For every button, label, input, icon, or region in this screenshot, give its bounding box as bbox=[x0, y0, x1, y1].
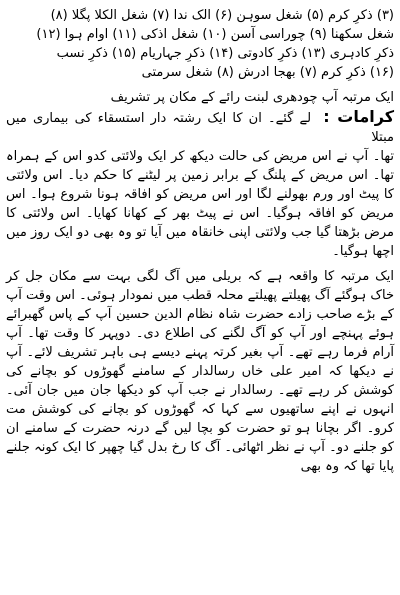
section-heading: کرامات : bbox=[323, 107, 395, 126]
list-line: ذکرِ کادہری (۱۳) ذکرِ کادوتی (۱۴) ذکرِ جہاریام (۱۵) ذکرِ نسب bbox=[56, 46, 394, 61]
list-line: شغل سکھنا (۹) چوراسی آسن (۱۰) شغل اذکی (۱۱) اوام ہوا (۱۲) bbox=[36, 27, 394, 42]
list-line: (۳) ذکرِ کرم (۵) شغل سوہن (۶) الک ندا (۷) شغل الکلا پگلا (۸) bbox=[50, 8, 394, 23]
paragraph-1: تھا۔ آپ نے اس مریض کی حالت دیکھ کر ایک ولائتی کدو اس کے ہمراہ تھا۔ اس مریض کے پلنگ کے برابر زمین پر لیٹنے کا حکم دیا۔ اس ولائتی کا پیٹ اور ورم بھولنے لگا اور اس مریض کو افاقہ ہونا شروع ہوا۔ اس مریض کو افاقہ ہوگیا۔ اس نے پیٹ بھر کے کھانا کھایا۔ اس ولائتی کا مرض بڑھتا گیا جب ولائتی اپنی خانقاہ میں آیا تو وہ بھی دو ایک روز میں اچھا ہوگیا۔ bbox=[6, 149, 394, 259]
practice-list bbox=[6, 6, 394, 82]
heading-line bbox=[6, 107, 394, 147]
intro-line: ایک مرتبہ آپ چودھری لبنت رائے کے مکان پر تشریف bbox=[110, 90, 394, 105]
karamat-section bbox=[6, 88, 394, 261]
list-line: (۱۶) ذکرِ کرم (۷) بھجا ادرش (۸) شغل سرمتی bbox=[141, 65, 394, 80]
fire-incident-section bbox=[6, 267, 394, 476]
heading-continuation: لے گئے۔ ان کا ایک رشتہ دار استسقاء کی بیماری میں مبتلا bbox=[6, 111, 394, 145]
paragraph-2: ایک مرتبہ کا واقعہ ہے کہ بریلی میں آگ لگی بہت سے مکان جل کر خاک ہوگئے آگ پھیلتے پھیلتے محلہ قطب میں نمودار ہوئی۔ اس وقت آپ کے بڑے صاحب زادے حضرت شاہ نظام الدین حسین آپ کے پاس گھبرائے ہوئے پہنچے اور آپ کو آگ لگنے کی اطلاع دی۔ دوپہر کا وقت تھا۔ آپ آرام فرما رہے تھے۔ آپ بغیر کرتہ پہنے دیسے ہی باہر تشریف لائے۔ آپ نے دیکھا کہ امیر علی خاں رسالدار کے سامنے گھوڑوں کو بچانے کی کوشش کر رہے تھے۔ رسالدار نے جب آپ کو دیکھا جان میں جان آئی۔ انہوں نے اپنے ساتھیوں سے کہا کہ گھوڑوں کو بچانے کی کوشش مت کرو۔ اگر بچانا ہو تو حضرت کو بچا لیں گے درنہ حضرت کے سامنے ان کو جلنے دو۔ آپ نے نظر اٹھائی۔ آگ کا رخ بدل گیا چھپر کا ایک کونہ جلنے پایا تھا کہ وہ بھی bbox=[6, 269, 394, 474]
